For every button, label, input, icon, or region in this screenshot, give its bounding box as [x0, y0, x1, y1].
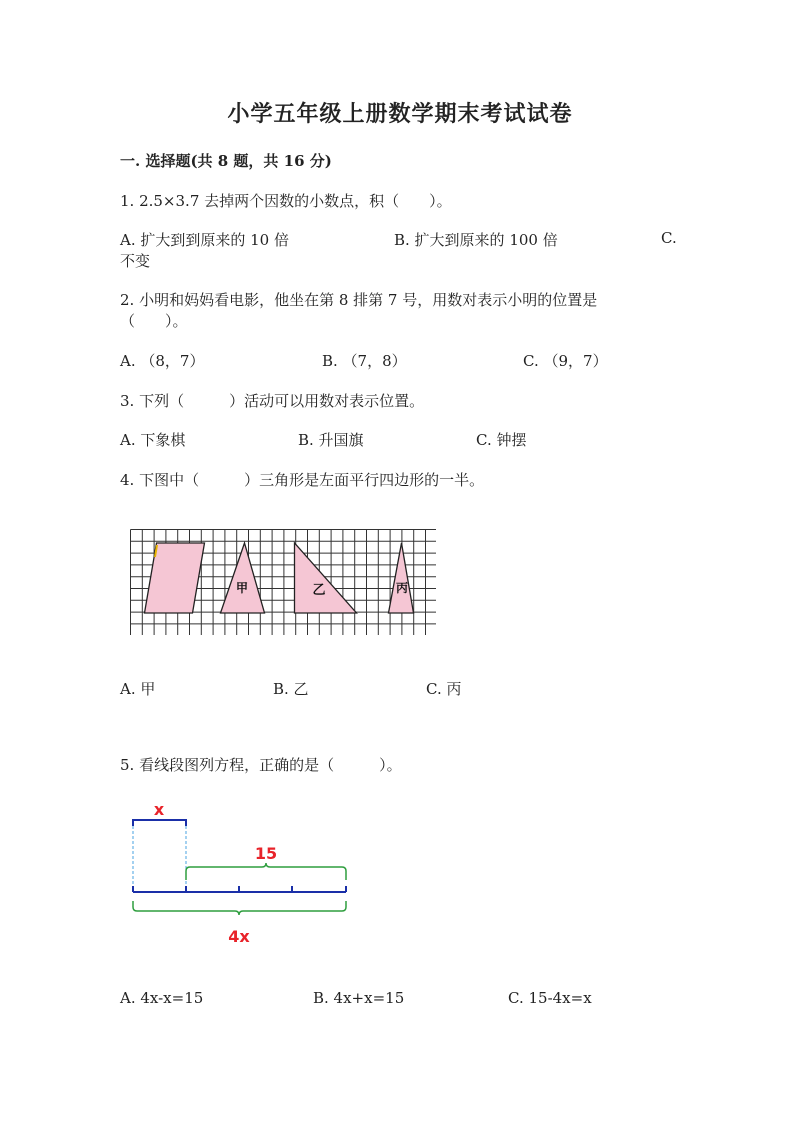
x-label: x	[153, 800, 165, 819]
page-title: 小学五年级上册数学期末考试试卷	[227, 101, 573, 127]
question-3-stem: 3. 下列（ ）活动可以用数对表示位置。	[120, 392, 425, 410]
question-5-option-a[interactable]: A. 4x-x=15	[120, 989, 204, 1007]
question-3-option-a[interactable]: A. 下象棋	[120, 431, 186, 449]
line-segment-diagram	[120, 800, 360, 950]
label-jia: 甲	[235, 581, 249, 595]
question-4-stem: 4. 下图中（ ）三角形是左面平行四边形的一半。	[120, 471, 485, 489]
section-heading: 一. 选择题(共 8 题，共 16 分)	[120, 152, 332, 170]
label-yi: 乙	[312, 583, 326, 598]
question-1-stem: 1. 2.5×3.7 去掉两个因数的小数点，积（ ）。	[120, 192, 452, 210]
x-bracket	[133, 820, 186, 826]
question-5-option-c[interactable]: C. 15-4x=x	[508, 989, 592, 1007]
question-2-stem-cont: （ ）。	[120, 312, 188, 330]
label-15: 15	[254, 844, 278, 863]
grid-figure	[126, 525, 436, 635]
question-1-option-c[interactable]: C.	[661, 229, 677, 247]
brace-4x	[133, 901, 346, 915]
brace-15	[186, 863, 346, 880]
question-4-option-c[interactable]: C. 丙	[426, 680, 462, 698]
question-2-option-c[interactable]: C. （9，7）	[523, 352, 608, 370]
question-4-option-a[interactable]: A. 甲	[120, 680, 156, 698]
question-4-option-b[interactable]: B. 乙	[273, 680, 309, 698]
question-2-option-b[interactable]: B. （7，8）	[322, 352, 407, 370]
label-bing: 丙	[395, 581, 409, 595]
question-5-option-b[interactable]: B. 4x+x=15	[313, 989, 405, 1007]
question-1-option-a[interactable]: A. 扩大到到原来的 10 倍	[120, 231, 289, 249]
label-4x: 4x	[228, 927, 250, 946]
question-2-stem: 2. 小明和妈妈看电影，他坐在第 8 排第 7 号，用数对表示小明的位置是	[120, 291, 598, 309]
question-1-option-c-text: 不变	[120, 252, 151, 270]
question-3-option-b[interactable]: B. 升国旗	[298, 431, 364, 449]
question-1-option-b[interactable]: B. 扩大到原来的 100 倍	[394, 231, 558, 249]
question-3-option-c[interactable]: C. 钟摆	[476, 431, 527, 449]
question-5-stem: 5. 看线段图列方程，正确的是（ ）。	[120, 756, 402, 774]
question-2-option-a[interactable]: A. （8，7）	[120, 352, 205, 370]
